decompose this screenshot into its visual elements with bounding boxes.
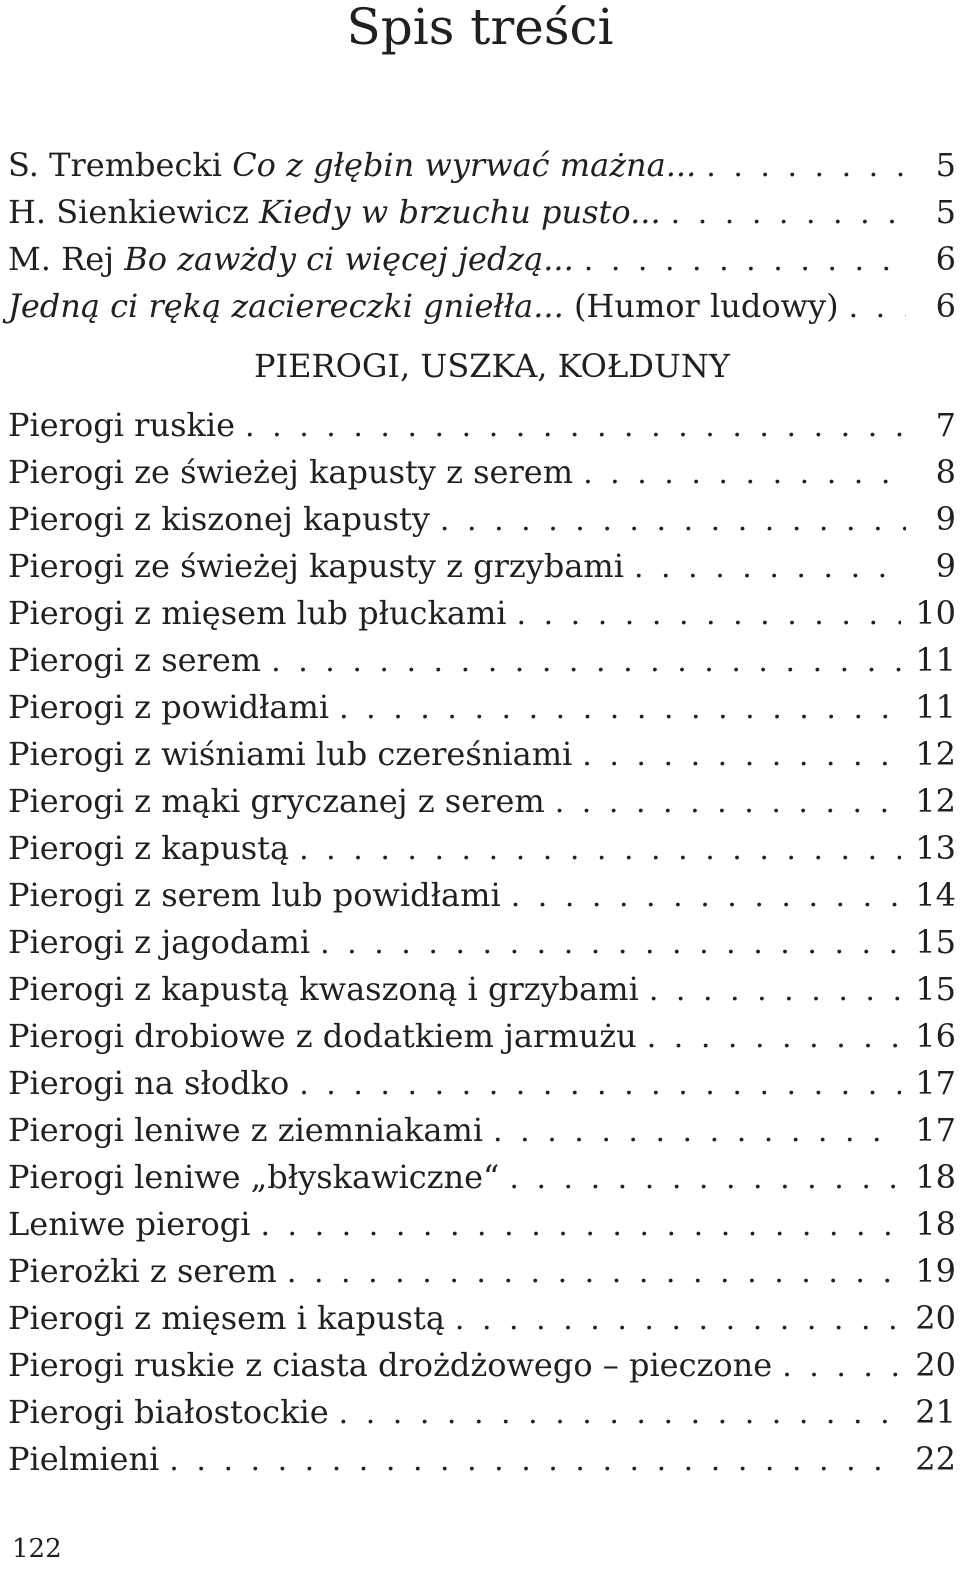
toc-entry-author: H. Sienkiewicz xyxy=(8,193,260,231)
toc-entry-page: 5 xyxy=(935,146,956,184)
toc-entry-page: 15 xyxy=(915,970,956,1008)
toc-entry xyxy=(8,1295,956,1342)
toc-entry-page: 10 xyxy=(915,594,956,632)
toc-entry-title: Pierogi ruskie xyxy=(8,406,236,444)
dot-leader xyxy=(661,190,906,237)
toc-entry-page: 6 xyxy=(935,240,956,278)
toc-entry-title: Pierogi z kapustą kwaszoną i grzybami xyxy=(8,970,639,1008)
dot-leader xyxy=(310,920,901,967)
toc-entry-page: 20 xyxy=(915,1299,956,1337)
toc-entry-page: 18 xyxy=(915,1158,956,1196)
toc-entry-title: Pierogi na słodko xyxy=(8,1064,290,1102)
toc-entry xyxy=(8,1248,956,1295)
toc-entry xyxy=(8,1013,956,1060)
toc-entry-suffix: (Humor ludowy) xyxy=(563,287,839,325)
toc-entry-page: 14 xyxy=(915,876,956,914)
toc-entry xyxy=(8,236,956,283)
toc-entry-page: 12 xyxy=(915,782,956,820)
dot-leader xyxy=(772,1343,901,1390)
page-title: Spis treści xyxy=(346,0,614,56)
dot-leader xyxy=(839,284,906,331)
toc-entry-title: Pierogi z mięsem i kapustą xyxy=(8,1299,445,1337)
toc-entry xyxy=(8,402,956,449)
toc-entry-author: S. Trembecki xyxy=(8,146,233,184)
toc-entry-page: 21 xyxy=(915,1393,956,1431)
toc-entry-title: Pierogi z wiśniami lub czereśniami xyxy=(8,735,573,773)
toc-entry-page: 17 xyxy=(915,1111,956,1149)
toc-entry-title: Kiedy w brzuchu pusto... xyxy=(259,193,661,231)
dot-leader xyxy=(329,685,901,732)
toc-entry-page: 18 xyxy=(915,1205,956,1243)
dot-leader xyxy=(329,1390,902,1437)
toc-entry xyxy=(8,449,956,496)
toc-entry xyxy=(8,1107,956,1154)
toc-entry-label xyxy=(8,236,574,283)
toc-entry-page: 9 xyxy=(935,500,956,538)
toc-entry xyxy=(8,825,956,872)
toc-entry-page: 11 xyxy=(915,641,956,679)
dot-leader xyxy=(289,1061,901,1108)
toc-entry xyxy=(8,1389,956,1436)
toc-entry xyxy=(8,1201,956,1248)
table-of-contents xyxy=(8,142,956,1483)
toc-entry-page: 19 xyxy=(915,1252,956,1290)
dot-leader xyxy=(637,1014,902,1061)
toc-entry xyxy=(8,1436,956,1483)
toc-entry-title: Co z głębin wyrwać mażna... xyxy=(232,146,697,184)
toc-entry xyxy=(8,919,956,966)
toc-entry-title: Pierogi z serem lub powidłami xyxy=(8,876,501,914)
toc-entry-title: Pierogi leniwe „błyskawiczne“ xyxy=(8,1158,500,1196)
dot-leader xyxy=(507,591,902,638)
dot-leader xyxy=(445,1296,901,1343)
toc-entry xyxy=(8,731,956,778)
dot-leader xyxy=(696,143,906,190)
toc-entry-page: 9 xyxy=(935,547,956,585)
toc-entry xyxy=(8,1154,956,1201)
toc-entry xyxy=(8,189,956,236)
dot-leader xyxy=(574,237,906,284)
toc-entry xyxy=(8,966,956,1013)
toc-entry xyxy=(8,283,956,330)
toc-entry-page: 17 xyxy=(915,1064,956,1102)
toc-entry-title: Pierogi z kapustą xyxy=(8,829,290,867)
toc-entry-page: 16 xyxy=(915,1017,956,1055)
toc-entry-author: M. Rej xyxy=(8,240,125,278)
toc-entry-title: Pierogi ze świeżej kapusty z grzybami xyxy=(8,547,624,585)
dot-leader xyxy=(624,544,906,591)
toc-entry-title: Pierogi ruskie z ciasta drożdżowego – pieczone xyxy=(8,1346,773,1384)
section-heading: PIEROGI, USZKA, KOŁDUNY xyxy=(253,347,731,385)
toc-entry-page: 8 xyxy=(935,453,956,491)
toc-entry xyxy=(8,590,956,637)
toc-entry-page: 6 xyxy=(935,287,956,325)
toc-entry-page: 5 xyxy=(935,193,956,231)
toc-entry-label xyxy=(8,283,839,330)
toc-entry xyxy=(8,496,956,543)
toc-entry-title: Pierogi leniwe z ziemniakami xyxy=(8,1111,484,1149)
toc-entry-title: Pierogi z powidłami xyxy=(8,688,330,726)
dot-leader xyxy=(430,497,906,544)
toc-entry-page: 22 xyxy=(915,1440,956,1478)
toc-entry xyxy=(8,543,956,590)
toc-entry-title: Pierogi z mięsem lub płuckami xyxy=(8,594,507,632)
toc-entry-title: Pierogi z jagodami xyxy=(8,923,311,961)
toc-entry-title: Pierogi z mąki gryczanej z serem xyxy=(8,782,545,820)
toc-entry xyxy=(8,778,956,825)
toc-entry-title: Pierożki z serem xyxy=(8,1252,277,1290)
toc-entry-page: 15 xyxy=(915,923,956,961)
dot-leader xyxy=(573,450,906,497)
dot-leader xyxy=(572,732,901,779)
toc-entry-page: 12 xyxy=(915,735,956,773)
toc-entry-title: Leniwe pierogi xyxy=(8,1205,251,1243)
toc-entry-title: Pierogi ze świeżej kapusty z serem xyxy=(8,453,574,491)
toc-entry xyxy=(8,1060,956,1107)
toc-entry-label xyxy=(8,142,696,189)
page-number: 122 xyxy=(12,1534,62,1564)
dot-leader xyxy=(499,1155,901,1202)
toc-entry-title: Pierogi z serem xyxy=(8,641,262,679)
dot-leader xyxy=(289,826,901,873)
dot-leader xyxy=(501,873,902,920)
dot-leader xyxy=(483,1108,901,1155)
toc-entry xyxy=(8,872,956,919)
dot-leader xyxy=(261,638,901,685)
toc-entry xyxy=(8,1342,956,1389)
toc-entry xyxy=(8,637,956,684)
toc-entry-title: Jedną ci ręką zaciereczki gniełła... xyxy=(8,287,564,325)
dot-leader xyxy=(639,967,901,1014)
dot-leader xyxy=(277,1249,901,1296)
toc-entry-title: Pierogi białostockie xyxy=(8,1393,329,1431)
toc-entry-page: 13 xyxy=(915,829,956,867)
dot-leader xyxy=(159,1437,901,1484)
toc-entry-page: 20 xyxy=(915,1346,956,1384)
toc-entry-page: 7 xyxy=(935,406,956,444)
toc-entry-title: Bo zawżdy ci więcej jedzą... xyxy=(124,240,574,278)
dot-leader xyxy=(545,779,902,826)
toc-entry-page: 11 xyxy=(915,688,956,726)
dot-leader xyxy=(250,1202,901,1249)
toc-entry-title: Pielmieni xyxy=(8,1440,160,1478)
toc-entry-title: Pierogi z kiszonej kapusty xyxy=(8,500,430,538)
dot-leader xyxy=(235,403,906,450)
toc-entry-label xyxy=(8,189,661,236)
toc-entry xyxy=(8,684,956,731)
toc-entry xyxy=(8,142,956,189)
toc-entry-title: Pierogi drobiowe z dodatkiem jarmużu xyxy=(8,1017,637,1055)
